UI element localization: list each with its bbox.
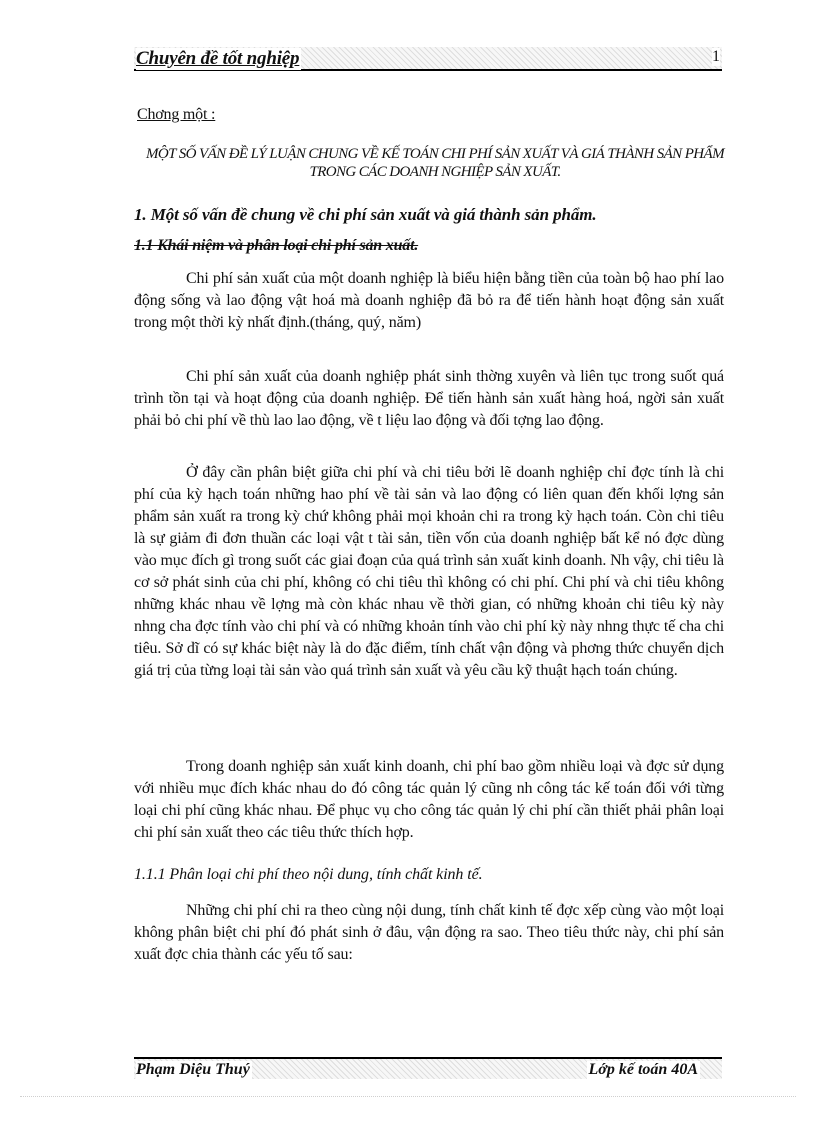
- chapter-title: MỘT SỐ VẤN ĐỀ LÝ LUẬN CHUNG VỀ KẾ TOÁN CHI PHÍ SẢN XUẤT VÀ GIÁ THÀNH SẢN PHẨM TRONG CÁC DOANH NGHIỆP SẢN XUẤT.: [146, 146, 724, 180]
- paragraph-4: Trong doanh nghiệp sản xuất kinh doanh, chi phí bao gồm nhiều loại và đợc sử dụng với nhiều mục đích khác nhau do đó công tác quản lý cũng nh công tác kế toán đối với từng loại chi phí cũng khác nhau. Để phục vụ cho công tác quản lý chi phí cần thiết phải phân loại chi phí sản xuất theo các tiêu thức thích hợp.: [134, 758, 724, 841]
- paragraph-5: Những chi phí chi ra theo cùng nội dung, tính chất kinh tế đợc xếp cùng vào một loại không phân biệt chi phí đó phát sinh ở đâu, vận động ra sao. Theo tiêu thức này, chi phí sản xuất đợc chia thành các yếu tố sau:: [134, 902, 724, 963]
- header-title: Chuyên đề tốt nghiệp: [136, 48, 300, 69]
- chapter-label: Chơng một :: [137, 106, 216, 123]
- subsection-heading: 1.1 Khái niệm và phân loại chi phí sản xuất.: [134, 237, 419, 254]
- page-number: 1: [712, 48, 720, 65]
- footer-author: Phạm Diệu Thuý: [136, 1061, 250, 1078]
- paragraph-1: Chi phí sản xuất của một doanh nghiệp là biểu hiện bằng tiền của toàn bộ hao phí lao động sống và lao động vật hoá mà doanh nghiệp đã bỏ ra để tiến hành hoạt động sản xuất trong một thời kỳ nhất định.(tháng, quý, năm): [134, 270, 724, 331]
- page-edge-divider: [20, 1096, 796, 1097]
- paragraph-3: Ở đây cần phân biệt giữa chi phí và chi tiêu bởi lẽ doanh nghiệp chỉ đợc tính là chi phí của kỳ hạch toán những hao phí về tài sản và lao động có liên quan đến khối lợng sản phẩm sản xuất ra trong kỳ chứ không phải mọi khoản chi ra trong kỳ hạch toán. Còn chi tiêu là sự giảm đi đơn thuần các loại vật t tài sản, tiền vốn của doanh nghiệp bất kể nó đợc dùng vào mục đích gì trong suốt các giai đoạn của quá trình sản xuất kinh doanh. Nh vậy, chi tiêu là cơ sở phát sinh của chi phí, không có chi tiêu thì không có chi phí. Chi phí và chi tiêu không những khác nhau về lợng mà còn khác nhau về thời gian, có những khoản chi tiêu kỳ này nhng cha đợc tính vào chi phí và có những khoản tính vào chi phí kỳ này nhng thực tế cha chi tiêu. Sở dĩ có sự khác biệt này là do đặc điểm, tính chất vận động và phơng thức chuyển dịch giá trị của từng loại tài sản vào quá trình sản xuất và yêu cầu kỹ thuật hạch toán chúng.: [134, 464, 724, 679]
- paragraph-2: Chi phí sản xuất của doanh nghiệp phát sinh thờng xuyên và liên tục trong suốt quá trình tồn tại và hoạt động của doanh nghiệp. Để tiến hành sản xuất hàng hoá, ngời sản xuất phải bỏ chi phí về thù lao lao động, về t liệu lao động và đối tợng lao động.: [134, 368, 724, 429]
- subsubsection-heading: 1.1.1 Phân loại chi phí theo nội dung, tính chất kinh tế.: [134, 866, 483, 883]
- footer-class: Lớp kế toán 40A: [588, 1061, 698, 1078]
- page-footer: [134, 1057, 722, 1079]
- section-heading: 1. Một số vấn đề chung về chi phí sản xuất và giá thành sản phẩm.: [134, 205, 597, 224]
- page-header: [134, 47, 722, 71]
